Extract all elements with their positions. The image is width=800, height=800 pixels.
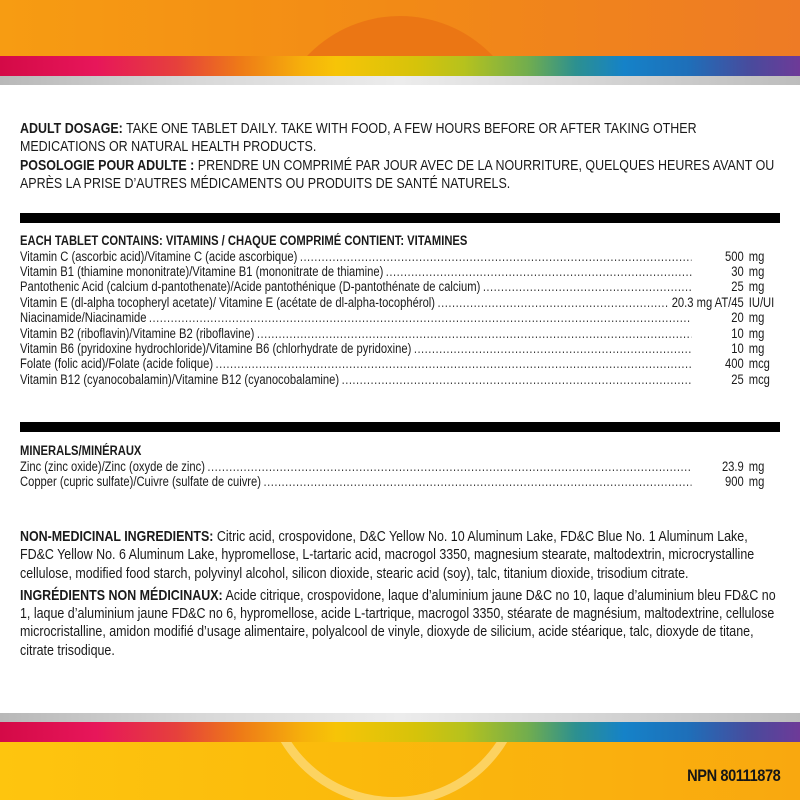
amount-value: 25 — [731, 279, 744, 295]
dosage-english — [20, 120, 780, 157]
dot-leader — [386, 264, 692, 279]
ingredient-name: Zinc (zinc oxide)/Zinc (oxyde de zinc) — [20, 458, 205, 474]
amount-value: 23.9 — [721, 458, 744, 474]
amount-unit: mg — [748, 458, 765, 474]
ingredient-amount — [694, 279, 780, 294]
dosage-english-label: ADULT DOSAGE: — [20, 120, 123, 137]
ingredient-row — [20, 279, 780, 294]
ingredient-name: Pantothenic Acid (calcium d-pantothenate)/Acide pantothénique (D-pantothénate de calcium) — [20, 279, 481, 295]
ingredient-amount — [694, 249, 780, 264]
ingredient-name: Vitamin B1 (thiamine mononitrate)/Vitamine B1 (mononitrate de thiamine) — [20, 263, 384, 279]
amount-unit: mg — [748, 263, 765, 279]
amount-unit: mcg — [748, 356, 770, 372]
amount-value: 20.3 mg AT/45 — [671, 294, 744, 310]
ingredient-name: Vitamin B2 (riboflavin)/Vitamine B2 (riboflavine) — [20, 325, 255, 341]
ingredient-row — [20, 326, 780, 341]
ingredient-row — [20, 295, 780, 310]
ingredient-amount — [694, 264, 780, 279]
ingredient-name: Niacinamide/Niacinamide — [20, 310, 147, 326]
ingredient-name: Vitamin E (dl-alpha tocopheryl acetate)/ Vitamine E (acétate de dl-alpha-tocophérol) — [20, 294, 436, 310]
ingredient-row — [20, 310, 780, 325]
ingredient-row — [20, 372, 780, 387]
amount-unit: mg — [748, 473, 765, 489]
bottom-rainbow-stripe — [0, 722, 800, 742]
amount-unit: mcg — [748, 371, 770, 387]
non-medicinal-section — [20, 528, 780, 660]
top-silver-stripe — [0, 76, 800, 85]
ingredient-amount — [672, 295, 781, 310]
non-medicinal-english-text: Citric acid, crospovidone, D&C Yellow No. 10 Aluminum Lake, FD&C Blue No. 1 Aluminum Lake, FD&C Yellow No. 6 Aluminum Lake, hypromellose, L-tartaric acid, macrogol 3350, magnesium stearate, maltodextrin, microcrystalline cellulose, modified food starch, polyvinyl alcohol, silicon dioxide, stearic acid (soy), talc, titanium dioxide, trisodium citrate. — [20, 528, 755, 582]
minerals-heading: MINERALS/MINÉRAUX — [20, 443, 142, 458]
dot-leader — [216, 356, 692, 371]
ingredient-name: Vitamin B12 (cyanocobalamin)/Vitamine B12 (cyanocobalamine) — [20, 371, 340, 387]
vitamins-heading: EACH TABLET CONTAINS: VITAMINS / CHAQUE COMPRIMÉ CONTIENT: VITAMINES — [20, 233, 468, 248]
bottom-banner — [0, 742, 800, 800]
top-rainbow-stripe — [0, 56, 800, 76]
amount-unit: mg — [748, 248, 765, 264]
sun-graphic — [272, 16, 528, 56]
non-medicinal-french-text: Acide citrique, crospovidone, laque d’aluminium jaune D&C no 10, laque d’aluminium bleu FD&C no 1, laque d’aluminium jaune FD&C no 6, hypromellose, acide L-tartrique, macrogol 3350, stéarate de magnésium, maltodextrine, cellulose microcristalline, amidon modifié d’usage alimentaire, polyalcool de vinyle, dioxyde de silicium, acide stéarique, talc, dioxyde de titane, citrate trisodique. — [20, 586, 776, 659]
amount-unit: mg — [748, 340, 765, 356]
dot-leader — [342, 372, 692, 387]
ingredient-amount — [694, 356, 780, 371]
dosage-english-text: TAKE ONE TABLET DAILY. TAKE WITH FOOD, A FEW HOURS BEFORE OR AFTER TAKING OTHER MEDICATIONS OR NATURAL HEALTH PRODUCTS. — [20, 120, 697, 156]
dosage-french-label: POSOLOGIE POUR ADULTE : — [20, 156, 195, 174]
ingredient-name: Vitamin B6 (pyridoxine hydrochloride)/Vitamine B6 (chlorhydrate de pyridoxine) — [20, 340, 412, 356]
non-medicinal-french-label: INGRÉDIENTS NON MÉDICINAUX: — [20, 586, 223, 604]
ingredient-row — [20, 249, 780, 264]
minerals-section — [20, 443, 780, 489]
dosage-french — [20, 157, 780, 194]
ingredient-row — [20, 474, 780, 489]
ingredient-amount — [694, 459, 780, 474]
divider-bar-1 — [20, 213, 780, 223]
sun-arc-graphic — [262, 742, 526, 800]
ingredient-name: Folate (folic acid)/Folate (acide folique) — [20, 356, 214, 372]
ingredient-amount — [694, 474, 780, 489]
ingredient-row — [20, 341, 780, 356]
dot-leader — [257, 326, 692, 341]
ingredient-name: Copper (cupric sulfate)/Cuivre (sulfate de cuivre) — [20, 473, 262, 489]
amount-value: 10 — [731, 325, 744, 341]
ingredient-row — [20, 356, 780, 371]
amount-unit: mg — [748, 325, 765, 341]
amount-unit: IU/UI — [748, 294, 775, 310]
dot-leader — [414, 341, 692, 356]
ingredient-row — [20, 459, 780, 474]
dot-leader — [149, 310, 692, 325]
label-content — [20, 116, 780, 659]
ingredient-amount — [694, 341, 780, 356]
dosage-section — [20, 120, 780, 193]
amount-value: 20 — [731, 310, 744, 326]
non-medicinal-french — [20, 587, 780, 660]
amount-value: 10 — [731, 340, 744, 356]
amount-unit: mg — [748, 310, 765, 326]
bottom-silver-stripe — [0, 713, 800, 722]
amount-value: 900 — [725, 473, 744, 489]
top-banner — [0, 0, 800, 56]
dot-leader — [300, 249, 692, 264]
ingredient-amount — [694, 326, 780, 341]
divider-bar-2 — [20, 422, 780, 432]
ingredient-row — [20, 264, 780, 279]
vitamins-section — [20, 233, 780, 387]
non-medicinal-english — [20, 528, 780, 583]
dot-leader — [264, 474, 692, 489]
ingredient-amount — [694, 310, 780, 325]
amount-unit: mg — [748, 279, 765, 295]
amount-value: 30 — [731, 263, 744, 279]
dosage-french-text: PRENDRE UN COMPRIMÉ PAR JOUR AVEC DE LA NOURRITURE, QUELQUES HEURES AVANT OU APRÈS LA PRISE D’AUTRES MÉDICAMENTS OU PRODUITS DE SANTÉ NATURELS. — [20, 156, 775, 192]
amount-value: 400 — [725, 356, 744, 372]
ingredient-name: Vitamin C (ascorbic acid)/Vitamine C (acide ascorbique) — [20, 248, 298, 264]
dot-leader — [207, 459, 691, 474]
amount-value: 500 — [725, 248, 744, 264]
ingredient-amount — [694, 372, 780, 387]
dot-leader — [483, 279, 692, 294]
non-medicinal-english-label: NON-MEDICINAL INGREDIENTS: — [20, 528, 214, 545]
npn-number: NPN 80111878 — [686, 766, 780, 785]
dot-leader — [438, 295, 670, 310]
amount-value: 25 — [731, 371, 744, 387]
